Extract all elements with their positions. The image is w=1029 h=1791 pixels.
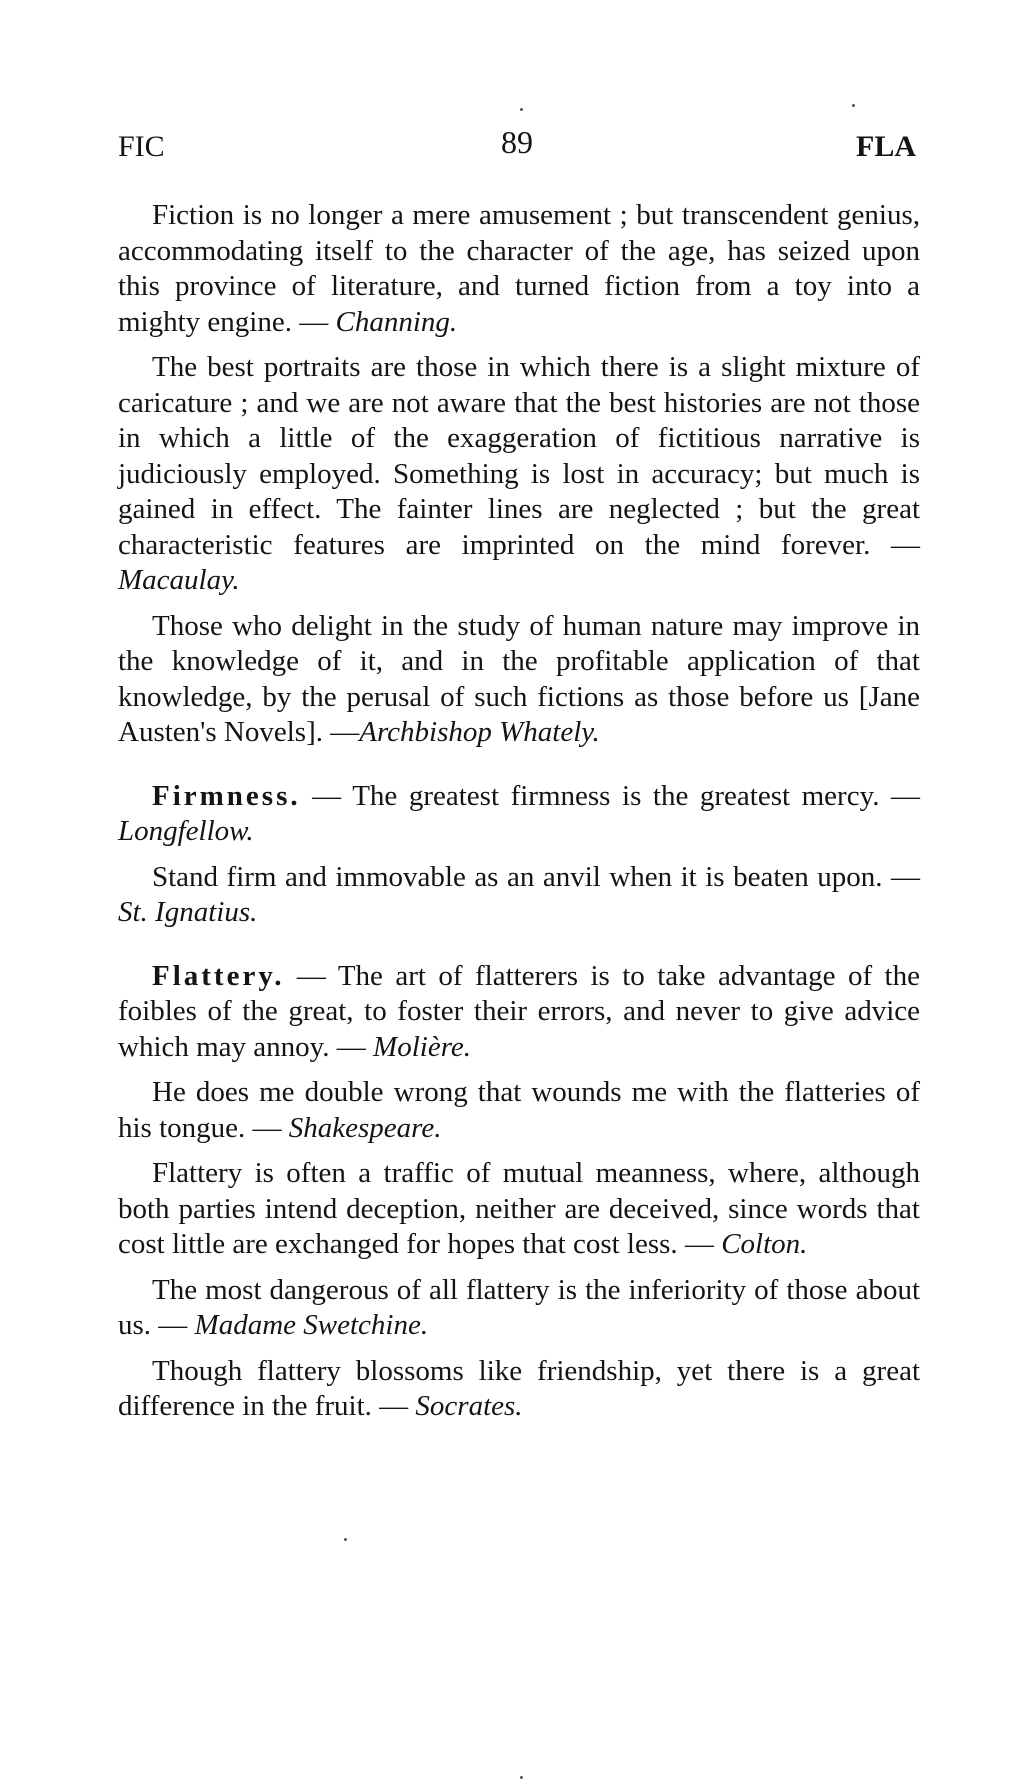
quotation-author: St. Ignatius. — [118, 896, 258, 928]
quotation-entry — [118, 1273, 920, 1344]
quotation-author: Colton. — [721, 1228, 808, 1260]
paper-speck — [344, 1538, 347, 1541]
quotation-author: Channing. — [335, 305, 458, 338]
quotation-entry — [118, 959, 920, 1066]
quotation-entry — [118, 350, 920, 599]
quotation-entry — [118, 1075, 920, 1146]
quotation-text: The best portraits are those in which there is a slight mixture of caricature ; and we are not aware that the best histories are not those in which a little of the exaggeration of fictitious narrative is judiciously employed. Something is lost in accuracy; but much is gained in effect. The fainter lines are neglected ; but the great characteristic features are imprinted on the mind forever. — — [118, 351, 920, 561]
quotation-author: Molière. — [373, 1030, 472, 1063]
quotation-text: Though flattery blossoms like friendship, yet there is a great difference in the fruit. — — [118, 1354, 920, 1422]
header-left-guide-word: FIC — [118, 130, 165, 163]
quotation-author: Macaulay. — [118, 564, 240, 596]
quotation-text: Stand firm and immovable as an anvil when it is beaten upon. — — [152, 860, 920, 893]
header-right-guide-word: FLA — [856, 130, 916, 163]
paper-speck — [520, 1776, 523, 1779]
quotation-entry — [118, 1156, 920, 1263]
quotation-entry — [118, 609, 920, 751]
quotation-author: Archbishop Whately. — [359, 716, 600, 748]
topic-heading: Flattery. — [152, 959, 285, 992]
quotation-entry — [118, 198, 920, 340]
running-header — [118, 124, 916, 174]
quotation-text: — The greatest firmness is the greatest mercy. — — [300, 779, 920, 812]
quotation-text: Those who delight in the study of human nature may improve in the knowledge of it, and in the profitable application of that knowledge, by the perusal of such fictions as those before us [Jane Austen's Novels]. — — [118, 609, 920, 748]
quotation-text: He does me double wrong that wounds me with the flatteries of his tongue. — — [118, 1076, 920, 1144]
quotation-text: Fiction is no longer a mere amusement ; but transcendent genius, accommodating itself to the character of the age, has seized upon this province of literature, and turned fiction from a toy into a mighty engine. — — [118, 199, 920, 338]
quotation-list — [118, 198, 920, 1435]
quotation-author: Longfellow. — [118, 815, 254, 847]
quotation-entry — [118, 1354, 920, 1425]
quotation-text: — The art of flatterers is to take advantage of the foibles of the great, to foster their errors, and never to give advice which may annoy. — — [118, 959, 920, 1063]
quotation-author: Shakespeare. — [288, 1111, 442, 1144]
paper-speck — [520, 108, 523, 111]
quotation-text: The most dangerous of all flattery is the inferiority of those about us. — — [118, 1273, 920, 1341]
topic-heading: Firmness. — [152, 779, 301, 812]
quotation-entry — [118, 860, 920, 931]
quotation-author: Madame Swetchine. — [194, 1309, 429, 1341]
quotation-text: Flattery is often a traffic of mutual meanness, where, although both parties intend deception, neither are deceived, since words that cost little are exchanged for hopes that cost less. — — [118, 1157, 920, 1260]
quotation-author: Socrates. — [415, 1390, 523, 1422]
paper-speck — [852, 104, 855, 107]
quotation-entry — [118, 779, 920, 850]
page-number: 89 — [501, 124, 533, 160]
